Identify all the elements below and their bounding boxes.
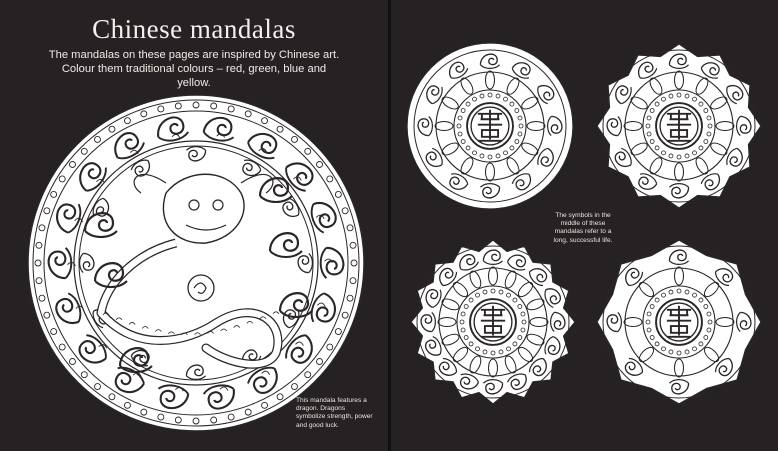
scroll-mandala	[593, 236, 765, 408]
symbols-caption: The symbols in the middle of these mandalas refer to a long, successful life.	[553, 212, 613, 244]
m3-longevity-symbol	[470, 299, 516, 345]
m4-longevity-symbol	[656, 299, 702, 345]
intro-text: The mandalas on these pages are inspired by Chinese art. Colour them traditional colours – red, green, blue and yellow.	[48, 49, 340, 89]
page-title: Chinese mandalas	[92, 14, 296, 44]
m1-longevity-symbol	[467, 103, 513, 149]
dragon-mandala	[26, 93, 366, 433]
flower-mandala	[407, 236, 579, 408]
dragon-caption: This mandala features a dragon. Dragons symbolize strength, power and good luck.	[296, 397, 373, 429]
m2-longevity-symbol	[656, 103, 702, 149]
lotus-mandala	[593, 40, 765, 212]
cloud-mandala	[404, 40, 576, 212]
dragon-mandala-disc	[28, 95, 364, 431]
